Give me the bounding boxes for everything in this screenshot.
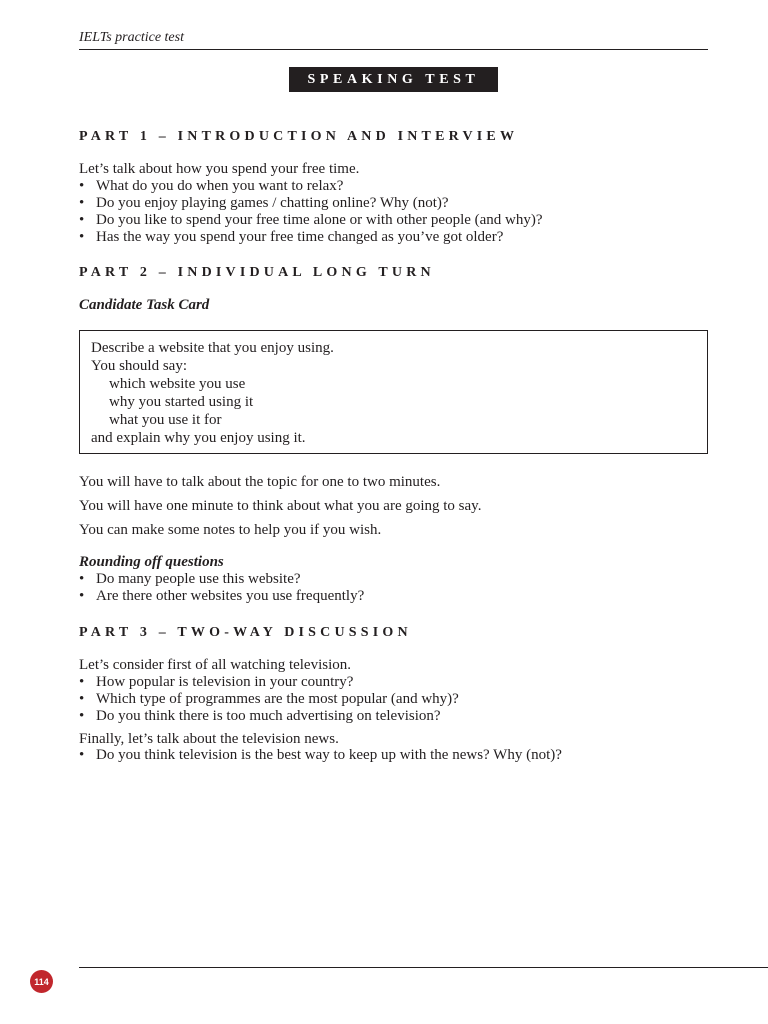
list-item: • Do you like to spend your free time alone or with other people (and why)? — [79, 212, 543, 229]
list-item: • Do you think television is the best way to keep up with the news? Why (not)? — [79, 747, 562, 764]
list-item: • Has the way you spend your free time changed as you’ve got older? — [79, 229, 543, 246]
part3-news-question-list — [79, 747, 562, 764]
part1-intro: Let’s talk about how you spend your free time. — [79, 161, 360, 177]
list-item: • Which type of programmes are the most popular (and why)? — [79, 691, 459, 708]
part3-heading: PART 3 – TWO-WAY DISCUSSION — [79, 625, 412, 640]
part1-heading: PART 1 – INTRODUCTION AND INTERVIEW — [79, 129, 519, 144]
section-title: SPEAKING TEST — [289, 67, 498, 92]
footer-rule — [79, 967, 768, 968]
header-rule — [79, 49, 708, 50]
rounding-question-list — [79, 571, 364, 605]
running-head: IELTs practice test — [79, 30, 184, 45]
task-card — [79, 330, 708, 454]
task-card-describe: Describe a website that you enjoy using. — [91, 340, 334, 356]
instruction-line: You will have one minute to think about what you are going to say. — [79, 498, 482, 514]
part3-intro-television: Let’s consider first of all watching television. — [79, 657, 352, 673]
task-card-explain: and explain why you enjoy using it. — [91, 430, 306, 446]
instruction-line: You will have to talk about the topic for one to two minutes. — [79, 474, 441, 490]
part3-question-list — [79, 674, 459, 725]
list-item: • Do many people use this website? — [79, 571, 364, 588]
task-card-point: what you use it for — [109, 412, 222, 428]
task-card-point: why you started using it — [109, 394, 254, 410]
part1-question-list — [79, 178, 543, 246]
rounding-off-label: Rounding off questions — [79, 554, 224, 570]
task-card-point: which website you use — [109, 376, 246, 392]
list-item: • Do you enjoy playing games / chatting online? Why (not)? — [79, 195, 543, 212]
instruction-line: You can make some notes to help you if you wish. — [79, 522, 382, 538]
list-item: • How popular is television in your country? — [79, 674, 459, 691]
task-card-label: Candidate Task Card — [79, 297, 210, 313]
list-item: • Are there other websites you use frequently? — [79, 588, 364, 605]
page-number-badge: 114 — [30, 970, 53, 993]
list-item: • What do you do when you want to relax? — [79, 178, 543, 195]
part2-heading: PART 2 – INDIVIDUAL LONG TURN — [79, 265, 435, 280]
list-item: • Do you think there is too much advertising on television? — [79, 708, 459, 725]
part3-intro-news: Finally, let’s talk about the television news. — [79, 731, 339, 747]
task-card-should-say: You should say: — [91, 358, 187, 374]
